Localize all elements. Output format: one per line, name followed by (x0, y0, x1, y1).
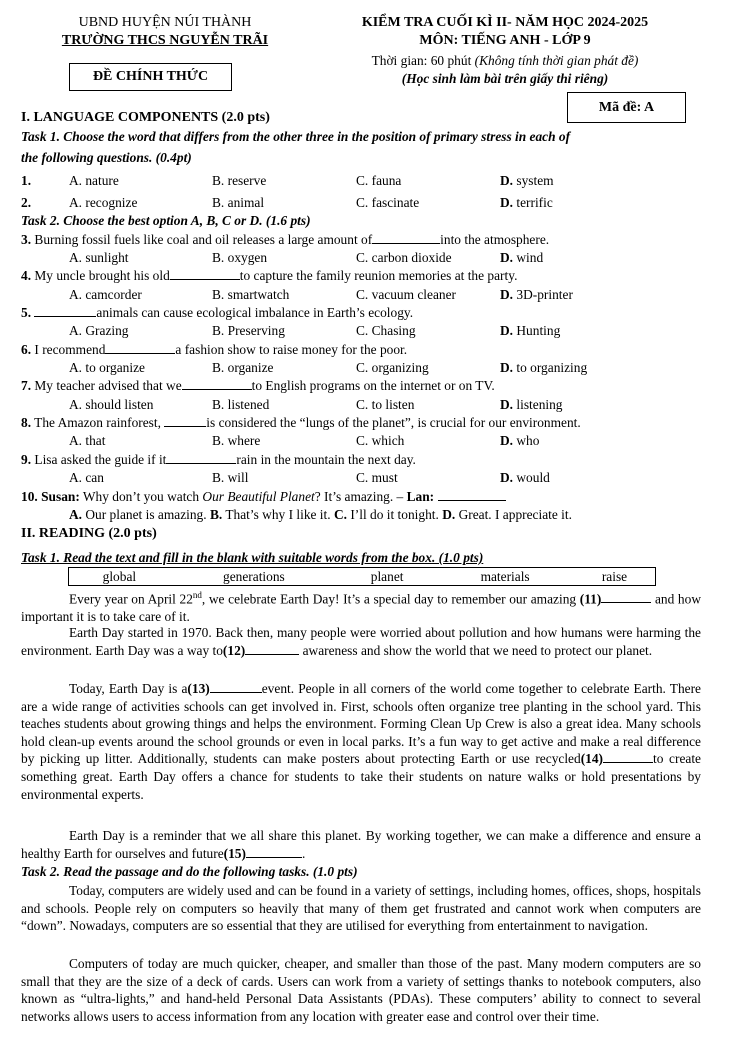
speaker-lan: Lan: (406, 489, 435, 504)
option-a: A. nature (69, 173, 119, 188)
question-number: 9. (21, 452, 32, 467)
stem-after: a fashion show to raise money for the poor. (175, 342, 408, 357)
stem-after: to capture the family reunion memories at the party. (239, 268, 518, 283)
option-a: A. camcorder (69, 287, 142, 302)
option-c: C. must (356, 470, 398, 485)
option-d-letter: D. (442, 507, 456, 522)
option-d: Great. I appreciate it. (455, 507, 572, 522)
option-d-text: listening (513, 397, 563, 412)
option-d-letter: D. (500, 360, 514, 375)
text: . (301, 845, 306, 861)
option-c: I’ll do it tonight. (346, 507, 443, 522)
option-d-text: would (513, 470, 550, 485)
time-note: (Không tính thời gian phát đề) (474, 53, 639, 68)
stem-text: ? It’s amazing. – (314, 489, 407, 504)
stem-after: is considered the “lungs of the planet”, is crucial for our environment. (206, 415, 581, 430)
option-b: B. will (212, 470, 249, 485)
stem-after: to English programs on the internet or on TV. (251, 378, 495, 393)
option-d (500, 359, 587, 376)
question-8-options (21, 432, 726, 450)
option-a: A. that (69, 433, 106, 448)
option-d (500, 469, 550, 486)
stem-after: animals can cause ecological imbalance in Earth’s ecology. (96, 305, 414, 320)
option-d-letter: D. (500, 195, 514, 210)
option-b: B. smartwatch (212, 287, 290, 302)
option-a: A. can (69, 470, 104, 485)
option-d-letter: D. (500, 433, 514, 448)
blank-number-15: (15) (223, 845, 246, 861)
header-left-line1: UBND HUYỆN NÚI THÀNH (78, 15, 252, 30)
word-box-item: raise (574, 568, 656, 586)
option-d-letter: D. (500, 250, 514, 265)
option-d-text: Hunting (513, 323, 561, 338)
option-b: B. oxygen (212, 250, 268, 265)
question-10-stem (21, 488, 726, 506)
question-number: 3. (21, 232, 32, 247)
answer-blank (164, 416, 206, 427)
reading-task1-title: Task 1. Read the text and fill in the blank with suitable words from the box. (1.0 pts) (21, 550, 484, 565)
option-b: B. reserve (212, 173, 267, 188)
option-a: A. to organize (69, 360, 145, 375)
question-2 (21, 194, 726, 212)
reading-paragraph-5: Today, computers are widely used and can be found in a variety of settings, including homes, offices, shops, hospitals and schools. People rely on computers so heavily that many of them get frustrated and cannot work when computers are “down”. Nowadays, computers are so essential that they are utilised for everything from entertainment to navigation. (21, 883, 701, 934)
section1-title: I. LANGUAGE COMPONENTS (2.0 pts) (21, 110, 270, 125)
option-b: B. organize (212, 360, 274, 375)
option-c: C. to listen (356, 397, 415, 412)
option-c: C. fauna (356, 173, 402, 188)
option-a: A. sunlight (69, 250, 129, 265)
time-label: Thời gian: 60 phút (371, 53, 475, 68)
option-b-letter: B. (209, 507, 223, 522)
option-d-letter: D. (500, 397, 514, 412)
word-box-item: generations (170, 568, 338, 586)
option-d (500, 194, 553, 211)
option-c: C. fascinate (356, 195, 420, 210)
option-a: A. Grazing (69, 323, 129, 338)
reading-paragraph-1 (21, 587, 701, 626)
question-number: 8. (21, 415, 32, 430)
option-d-text: 3D-printer (513, 287, 573, 302)
text: to create something great. Earth Day offers a chance for students to take their students on nature walks or hold presentations by environmental experts. (21, 751, 702, 802)
school-name: TRƯỜNG THCS NGUYỄN TRÃI (61, 33, 269, 48)
question-9-stem (21, 451, 726, 469)
option-c: C. organizing (356, 360, 429, 375)
question-8-stem (21, 414, 726, 432)
question-number: 1. (21, 173, 32, 188)
text: Earth Day started in 1970. Back then, many people were worried about pollution and how humans were harming the environment. Earth Day was a way to (21, 625, 701, 658)
text: Today, Earth Day is a (69, 681, 188, 696)
option-c-letter: C. (333, 507, 347, 522)
word-box-item: global (69, 568, 170, 586)
section2-title: II. READING (2.0 pts) (21, 526, 157, 541)
exam-code: Mã đề: A (567, 92, 686, 123)
question-number: 4. (21, 268, 32, 283)
answer-blank (245, 644, 299, 655)
film-title: Our Beautiful Planet (202, 489, 315, 504)
option-d-text: to organizing (513, 360, 588, 375)
reading-paragraph-3 (21, 680, 701, 803)
reading-paragraph-4 (21, 827, 701, 862)
reading-task2-title: Task 2. Read the passage and do the following tasks. (1.0 pts) (21, 864, 358, 879)
text: awareness and show the world that we need to protect our planet. (299, 642, 653, 658)
question-9-options (21, 469, 726, 487)
header-right-line1: KIỂM TRA CUỐI KÌ II- NĂM HỌC 2024-2025 (361, 15, 649, 30)
option-b: B. Preserving (212, 323, 285, 338)
stem-before: My teacher advised that we (31, 378, 182, 393)
answer-blank (105, 343, 175, 354)
option-a-letter: A. (69, 507, 83, 522)
stem-before: Lisa asked the guide if it (31, 452, 167, 467)
question-number: 7. (21, 378, 32, 393)
option-d (500, 322, 560, 339)
task1-title-cont: the following questions. (0.4pt) (21, 150, 192, 165)
answer-blank (182, 379, 252, 390)
question-7-stem (21, 377, 726, 395)
option-d-text: who (513, 433, 540, 448)
question-1 (21, 172, 726, 190)
text: Earth Day is a reminder that we all share this planet. By working together, we can make a difference and ensure a healthy Earth for ourselves and future (21, 828, 701, 861)
option-b: That’s why I like it. (222, 507, 334, 522)
header-left-line2 (40, 32, 290, 50)
option-d-text: terrific (513, 195, 553, 210)
option-d-text: wind (513, 250, 544, 265)
task1-title: Task 1. Choose the word that differs from the other three in the position of primary stress in each of (21, 129, 571, 144)
option-c: C. which (356, 433, 405, 448)
paper-note: (Học sinh làm bài trên giấy thi riêng) (401, 71, 609, 86)
option-d-letter: D. (500, 323, 514, 338)
stem-after: rain in the mountain the next day. (236, 452, 416, 467)
question-4-stem (21, 267, 726, 285)
question-3-stem (21, 231, 726, 249)
question-number: 5. (21, 305, 32, 320)
time-info (320, 52, 690, 69)
question-3-options (21, 249, 726, 267)
option-d (500, 172, 554, 189)
answer-blank (438, 490, 506, 501)
reading-paragraph-2 (21, 624, 701, 659)
reading-paragraph-6: Computers of today are much quicker, cheaper, and smaller than those of the past. Many modern computers are so small that they are the size of a deck of cards. Users can work from a variety of settings thanks to notebook computers, also known as “ultra-lights,” and hand-held Personal Data Assistants (PDAs). These computers’ ability to connect to several networks allows users to access information from any location with greater ease and control over their time. (21, 956, 701, 1024)
word-box-item: planet (338, 568, 436, 586)
superscript: nd (192, 590, 202, 600)
stem-after: into the atmosphere. (440, 232, 550, 247)
option-d (500, 396, 563, 413)
answer-blank (372, 233, 440, 244)
word-box-item: materials (436, 568, 574, 586)
speaker-susan: Susan: (37, 489, 80, 504)
option-d (500, 249, 543, 266)
question-number: 2. (21, 195, 32, 210)
option-b: B. animal (212, 195, 265, 210)
question-10-options (69, 506, 729, 524)
question-6-stem (21, 341, 726, 359)
option-b: B. listened (212, 397, 270, 412)
task2-title: Task 2. Choose the best option A, B, C or D. (1.6 pts) (21, 213, 311, 228)
text: and how important it is to take care of it. (21, 591, 701, 625)
option-d (500, 286, 573, 303)
answer-blank (210, 682, 262, 693)
answer-blank (601, 592, 651, 603)
option-d-letter: D. (500, 287, 514, 302)
blank-number-13: (13) (187, 681, 210, 696)
text: event. People in all corners of the world come together to celebrate Earth. There are a wide range of activities schools can get involved in. First, schools often organize tree planting in the school yard. This teaches students about growing things and helps the environment. Forming Clean Up Crew is also a great idea. Many schools hold clean-up events around the school grounds or even in local parks. It’s a fun way to get active and make a real difference by picking up litter. Additionally, students can make posters about protecting Earth or use recycled (21, 681, 701, 767)
word-box (68, 567, 656, 586)
stem-text: Why don’t you watch (79, 489, 203, 504)
option-d-text: system (513, 173, 554, 188)
answer-blank (34, 306, 96, 317)
stem-before: The Amazon rainforest, (31, 415, 165, 430)
question-7-options (21, 396, 726, 414)
stem-before: I recommend (31, 342, 106, 357)
blank-number-12: (12) (222, 642, 246, 658)
answer-blank (166, 453, 236, 464)
option-a: A. recognize (69, 195, 138, 210)
option-d-letter: D. (500, 470, 514, 485)
option-b: B. where (212, 433, 261, 448)
option-d (500, 432, 539, 449)
stem-before: My uncle brought his old (31, 268, 170, 283)
answer-blank (246, 847, 302, 858)
question-6-options (21, 359, 726, 377)
question-5-stem (21, 304, 726, 322)
question-number: 6. (21, 342, 32, 357)
option-a: Our planet is amazing. (82, 507, 210, 522)
question-number: 10. (21, 489, 38, 504)
text: , we celebrate Earth Day! It’s a special day to remember our amazing (201, 591, 580, 607)
official-badge: ĐỀ CHÍNH THỨC (69, 63, 232, 91)
answer-blank (603, 752, 653, 763)
question-5-options (21, 322, 726, 340)
option-d-letter: D. (500, 173, 514, 188)
option-c: C. Chasing (356, 323, 416, 338)
blank-number-14: (14) (580, 751, 604, 767)
text: Every year on April 22 (69, 591, 193, 607)
option-c: C. carbon dioxide (356, 250, 452, 265)
blank-number-11: (11) (579, 591, 602, 607)
option-a: A. should listen (69, 397, 154, 412)
option-c: C. vacuum cleaner (356, 287, 457, 302)
stem-before: Burning fossil fuels like coal and oil releases a large amount of (31, 232, 373, 247)
header-right-line2: MÔN: TIẾNG ANH - LỚP 9 (419, 33, 591, 48)
answer-blank (170, 269, 240, 280)
question-4-options (21, 286, 726, 304)
